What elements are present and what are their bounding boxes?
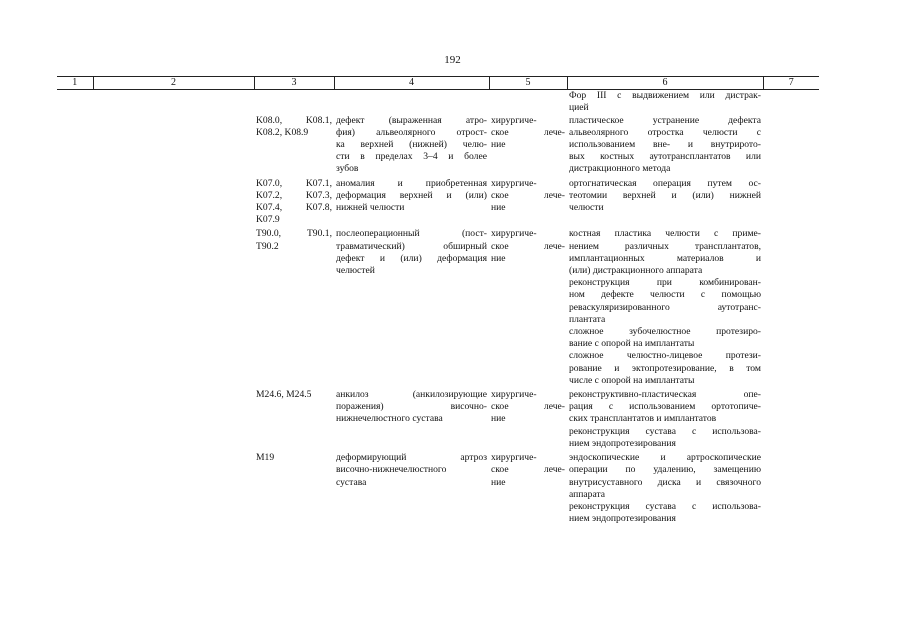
condition-text-line: височно-нижнечелюстного (336, 464, 447, 476)
icd-code-line: M24.6, M24.5 (256, 389, 312, 401)
row-spacer (57, 525, 819, 527)
method-text-line: ских трансплантатов и имплантатов (569, 413, 717, 425)
page-number: 192 (444, 54, 461, 66)
method-text-line: плантата (569, 313, 606, 325)
treatment-text-line: ское лече- (491, 401, 565, 413)
method-text-line: реваскуляризированного аутотранс- (569, 301, 761, 313)
method-block (569, 350, 761, 387)
method-text-line: челюсти (569, 202, 604, 214)
method-text-line: эндоскопические и артроскопические (569, 452, 761, 464)
methods-cell (567, 178, 763, 227)
treatment-type-cell (489, 115, 567, 176)
condition-cell (334, 452, 489, 525)
icd-codes-cell (254, 228, 334, 387)
method-text-line: использованием вне- и внутрирото- (569, 139, 761, 151)
method-text-line: реконструкция при комбинирован- (569, 277, 761, 289)
methods-cell (567, 389, 763, 450)
method-text-line: нием эндопротезирования (569, 513, 676, 525)
treatment-text-line: хирургиче- (491, 389, 537, 401)
condition-text-line: травматический) обширный (336, 240, 487, 252)
treatment-text-line: хирургиче- (491, 228, 537, 240)
method-block (569, 426, 761, 450)
method-text-line: реконструкция сустава с использова- (569, 425, 761, 437)
number-cell (57, 228, 93, 387)
treatment-text-line: хирургиче- (491, 452, 537, 464)
icd-codes-cell (254, 452, 334, 525)
method-text-line: Фор III с выдвижением или дистрак- (569, 90, 761, 102)
column-header-2: 2 (93, 77, 254, 90)
method-text-line: дистракционного метода (569, 163, 671, 175)
icd-code-line: T90.2 (256, 240, 279, 252)
condition-text-line: анкилоз (анкилозирующие (336, 389, 487, 401)
icd-codes-cell (254, 115, 334, 176)
method-text-line: операции по удалению, замещению (569, 464, 761, 476)
profile-cell (93, 178, 254, 227)
method-text-line: (или) дистракционного аппарата (569, 265, 703, 277)
method-text-line: реконструкция сустава с использова- (569, 500, 761, 512)
method-block (569, 501, 761, 525)
standard-cell (763, 115, 819, 176)
method-text-line: альвеолярного отростка челюсти с (569, 126, 761, 138)
medical-care-table (57, 76, 819, 527)
method-text-line: вание с опорой на имплантаты (569, 338, 695, 350)
icd-codes-cell (254, 389, 334, 450)
method-block (569, 115, 761, 176)
condition-text-line: дефект и (или) деформация (336, 252, 487, 264)
treatment-type-cell (489, 228, 567, 387)
table-row (57, 452, 819, 525)
treatment-text-line: хирургиче- (491, 177, 537, 189)
method-block (569, 452, 761, 501)
condition-text-line: ка верхней (нижней) челю- (336, 139, 487, 151)
condition-cell (334, 228, 489, 387)
method-text-line: аппарата (569, 488, 606, 500)
column-number-header (57, 77, 819, 90)
profile-cell (93, 389, 254, 450)
column-header-4: 4 (334, 77, 489, 90)
method-block (569, 389, 761, 426)
method-text-line: теотомии верхней и (или) нижней (569, 189, 761, 201)
number-cell (57, 452, 93, 525)
table-body (57, 90, 819, 528)
icd-codes-cell (254, 178, 334, 227)
treatment-type-cell (489, 178, 567, 227)
treatment-text-line: ние (491, 252, 506, 264)
icd-code-line: K08.0, K08.1, (256, 114, 332, 126)
treatment-text-line: ние (491, 139, 506, 151)
methods-cell (567, 115, 763, 176)
method-text-line: костная пластика челюсти с приме- (569, 228, 761, 240)
method-block (569, 326, 761, 350)
method-text-line: внутрисуставного диска и связочного (569, 476, 761, 488)
condition-text-line: дефект (выраженная атро- (336, 114, 487, 126)
method-text-line: рование и эктопротезирование, в том (569, 362, 761, 374)
method-text-line: ном дефекте челюсти с помощью (569, 289, 761, 301)
column-header-6: 6 (567, 77, 763, 90)
methods-cell (567, 228, 763, 387)
condition-text-line: поражения) височно- (336, 401, 487, 413)
treatment-text-line: ние (491, 476, 506, 488)
column-header-7: 7 (763, 77, 819, 90)
condition-text-line: нижней челюсти (336, 202, 405, 214)
standard-cell (763, 452, 819, 525)
column-header-1: 1 (57, 77, 93, 90)
profile-cell (93, 452, 254, 525)
continuation-methods-cell (567, 90, 763, 115)
treatment-type-cell (489, 452, 567, 525)
method-block (569, 228, 761, 277)
method-text-line: имплантационных материалов и (569, 252, 761, 264)
condition-text-line: деформация верхней и (или) (336, 189, 487, 201)
column-header-5: 5 (489, 77, 567, 90)
table-row (57, 115, 819, 176)
table-row (57, 228, 819, 387)
treatment-text-line: ское лече- (491, 464, 565, 476)
icd-code-line: K07.2, K07.3, (256, 189, 332, 201)
table-row (57, 178, 819, 227)
condition-text-line: зубов (336, 163, 359, 175)
icd-code-line: K07.0, K07.1, (256, 177, 332, 189)
method-block (569, 178, 761, 215)
method-text-line: нением различных трансплантатов, (569, 240, 761, 252)
treatment-text-line: ское лече- (491, 189, 565, 201)
treatment-type-cell (489, 389, 567, 450)
icd-code-line: K07.4, K07.8, (256, 202, 332, 214)
treatment-text-line: ние (491, 413, 506, 425)
condition-text-line: аномалия и приобретенная (336, 177, 487, 189)
condition-text-line: нижнечелюстного сустава (336, 413, 443, 425)
icd-code-line: M19 (256, 452, 275, 464)
icd-code-line: K07.9 (256, 214, 280, 226)
profile-cell (93, 228, 254, 387)
icd-code-line: T90.0, T90.1, (256, 228, 332, 240)
treatment-text-line: ние (491, 202, 506, 214)
condition-text-line: деформирующий артроз (336, 452, 487, 464)
method-text-line: рация с использованием ортотопиче- (569, 401, 761, 413)
method-text-line: сложное зубочелюстное протезиро- (569, 326, 761, 338)
method-text-line: сложное челюстно-лицевое протези- (569, 350, 761, 362)
number-cell (57, 389, 93, 450)
table-row (57, 389, 819, 450)
method-block (569, 277, 761, 326)
standard-cell (763, 389, 819, 450)
condition-text-line: сустава (336, 476, 367, 488)
column-header-3: 3 (254, 77, 334, 90)
condition-cell (334, 178, 489, 227)
condition-cell (334, 115, 489, 176)
icd-code-line: K08.2, K08.9 (256, 126, 309, 138)
method-text-line: цией (569, 102, 589, 114)
condition-text-line: челюстей (336, 265, 375, 277)
method-text-line: вых костных аутотрансплантатов или (569, 151, 761, 163)
standard-cell (763, 178, 819, 227)
condition-text-line: сти в пределах 3–4 и более (336, 151, 487, 163)
method-text-line: ортогнатическая операция путем ос- (569, 177, 761, 189)
methods-cell (567, 452, 763, 525)
treatment-text-line: хирургиче- (491, 114, 537, 126)
method-text-line: реконструктивно-пластическая опе- (569, 389, 761, 401)
condition-text-line: фия) альвеолярного отрост- (336, 126, 487, 138)
method-text-line: пластическое устранение дефекта (569, 114, 761, 126)
continuation-row (57, 90, 819, 115)
profile-cell (93, 115, 254, 176)
standard-cell (763, 228, 819, 387)
method-text-line: нием эндопротезирования (569, 437, 676, 449)
condition-text-line: послеоперационный (пост- (336, 228, 487, 240)
treatment-text-line: ское лече- (491, 240, 565, 252)
condition-cell (334, 389, 489, 450)
method-text-line: числе с опорой на имплантаты (569, 374, 695, 386)
treatment-text-line: ское лече- (491, 126, 565, 138)
number-cell (57, 178, 93, 227)
number-cell (57, 115, 93, 176)
